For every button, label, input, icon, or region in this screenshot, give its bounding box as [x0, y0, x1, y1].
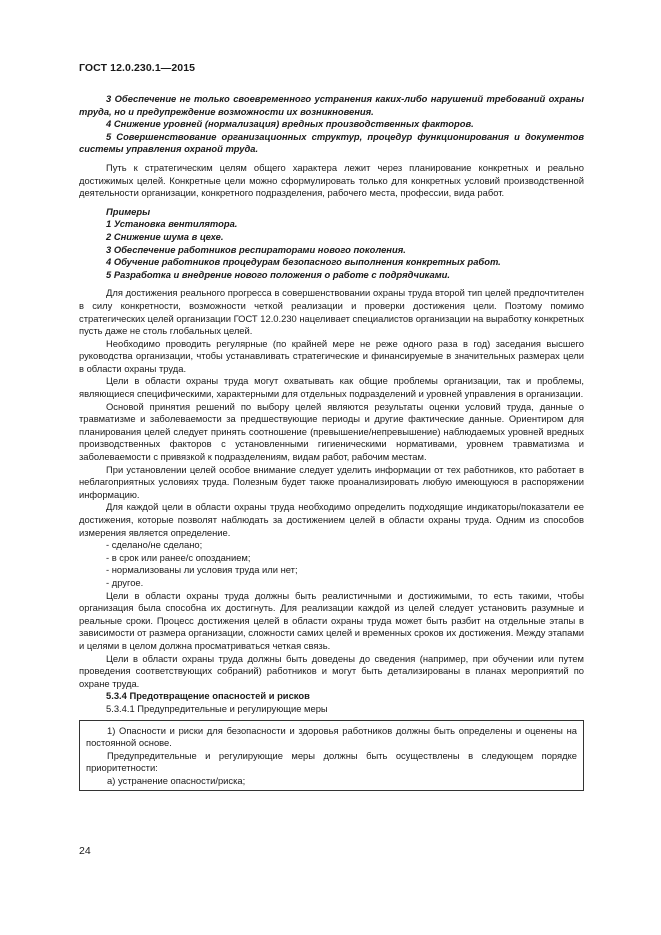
italic-list-item: 3 Обеспечение не только своевременного устранения каких-либо нарушений требований охраны труда, но и предупреждение возможности их возникновения. [79, 93, 584, 117]
paragraph: Цели в области охраны труда должны быть доведены до сведения (например, при обучении или путем проведения соответствующих собраний) работников и могут быть детализированы в планах мероприятий по охране труда. [79, 652, 584, 689]
example-item: 4 Обучение работников процедурам безопасного выполнения конкретных работ. [106, 256, 501, 268]
dash-list-item: - сделано/не сделано; [106, 539, 203, 551]
paragraph: Необходимо проводить регулярные (по крайней мере не реже одного раза в год) заседания высшего руководства организации, чтобы устанавливать стратегические и финансируемые в значительных размерах цели в области охраны труда. [79, 337, 584, 374]
dash-list-item: - нормализованы ли условия труда или нет; [106, 564, 298, 576]
boxed-requirement [79, 720, 584, 792]
example-item: 5 Разработка и внедрение нового положения о работе с подрядчиками. [106, 268, 451, 280]
example-item: 3 Обеспечение работников респираторами нового поколения. [106, 243, 406, 255]
example-item: 1 Установка вентилятора. [106, 218, 238, 230]
paragraph: Для достижения реального прогресса в совершенствовании охраны труда второй тип целей предпочтителен в силу конкретности, возможности четкой реализации и проверки достижения цели. Поэтому помимо стратегических целей организации ГОСТ 12.0.230 нацеливает специалистов организации на выработку конкретных пусть даже не столь глобальных целей. [79, 287, 584, 337]
dash-list-item: - другое. [106, 576, 144, 588]
paragraph: При установлении целей особое внимание следует уделить информации от тех работников, кто работает в неблагоприятных условиях труда. Полезным будет также проанализировать любую имеющуюся в распоряжении информацию. [79, 463, 584, 500]
box-paragraph: а) устранение опасности/риска; [107, 774, 246, 786]
subsection-heading: 5.3.4.1 Предупредительные и регулирующие меры [106, 702, 328, 714]
examples-title: Примеры [106, 205, 151, 217]
page-header: ГОСТ 12.0.230.1—2015 [79, 62, 196, 74]
paragraph: Цели в области охраны труда должны быть реалистичными и достижимыми, то есть такими, чтобы организация была способна их достигнуть. Для реализации каждой из целей следует установить разумные и реальные сроки. Процесс достижения целей в области охраны труда может быть разбит на отдельные этапы в зависимости от размера организации, сложности самих целей и временных сроков их достижения. Между этапами и целями в целом должна просматриваться четкая связь. [79, 589, 584, 651]
example-item: 2 Снижение шума в цехе. [106, 230, 224, 242]
paragraph: Цели в области охраны труда могут охватывать как общие проблемы организации, так и проблемы, являющиеся специфическими, характерными для отдельных подразделений и уровней управления в организации. [79, 375, 584, 400]
page-number: 24 [79, 845, 91, 857]
box-paragraph: 1) Опасности и риски для безопасности и здоровья работников должны быть определены и оценены на постоянной основе. [86, 724, 577, 749]
box-paragraph: Предупредительные и регулирующие меры должны быть осуществлены в следующем порядке приоритетности: [86, 749, 577, 774]
dash-list-item: - в срок или ранее/с опозданием; [106, 551, 251, 563]
page-content [79, 93, 584, 791]
italic-list-item: 4 Снижение уровней (нормализация) вредных производственных факторов. [106, 118, 474, 130]
paragraph: Путь к стратегическим целям общего характера лежит через планирование конкретных и реально достижимых целей. Конкретные цели можно сформулировать только для конкретных условий производственной деятельности организации, конкретного подразделения, рабочего места, профессии, вида работ. [79, 161, 584, 199]
italic-list-item: 5 Совершенствование организационных структур, процедур функционирования и документов системы управления охраной труда. [79, 130, 584, 155]
section-heading: 5.3.4 Предотвращение опасностей и рисков [106, 690, 310, 702]
paragraph: Для каждой цели в области охраны труда необходимо определить подходящие индикаторы/показатели ее достижения, которые позволят наблюдать за достижением целей в области охраны труда. Одним из способов измерения является определение. [79, 501, 584, 538]
paragraph: Основой принятия решений по выбору целей являются результаты оценки условий труда, данные о травматизме и заболеваемости за предшествующие периоды и другие фактические данные. Ориентиром для планирования целей следует принять соотношение (превышение/непревышение) наблюдаемых уровней вредных производственных факторов с установленными гигиеническими нормативами, уровнем травматизма и заболеваемости с привязкой к подразделениям, видам работ, рабочим местам. [79, 400, 584, 463]
